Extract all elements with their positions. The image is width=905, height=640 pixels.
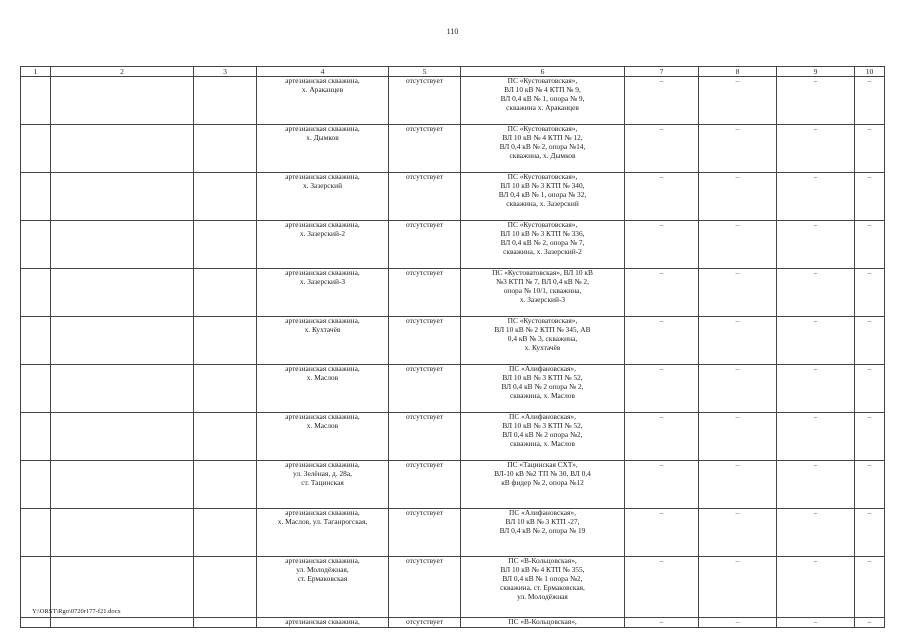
cell-col-6: ПС «В-Кольцовская», ВЛ 10 кВ № 4 КТП № 355, ВЛ 0,4 кВ № 1 опора №2, скважина, ст. Ермаковская, ул. Молодёжная xyxy=(461,557,625,618)
cell-col-10: – xyxy=(855,618,885,628)
cell-col-1 xyxy=(21,173,51,221)
cell-col-5: отсутствует xyxy=(389,365,461,413)
column-header: 8 xyxy=(699,67,777,77)
cell-col-8: – xyxy=(699,317,777,365)
cell-col-1 xyxy=(21,317,51,365)
document-table xyxy=(20,66,885,628)
cell-col-10: – xyxy=(855,557,885,618)
cell-col-1 xyxy=(21,618,51,628)
cell-col-4: артезианская скважина, х. Дымков xyxy=(257,125,389,173)
cell-col-5: отсутствует xyxy=(389,317,461,365)
cell-col-5: отсутствует xyxy=(389,269,461,317)
cell-col-1 xyxy=(21,77,51,125)
cell-col-10: – xyxy=(855,77,885,125)
cell-col-4: артезианская скважина, х. Зазерский-3 xyxy=(257,269,389,317)
cell-col-2 xyxy=(51,461,194,509)
table-row xyxy=(21,317,885,365)
table-row xyxy=(21,557,885,618)
cell-col-7: – xyxy=(625,618,699,628)
cell-col-10: – xyxy=(855,365,885,413)
cell-col-10: – xyxy=(855,125,885,173)
cell-col-8: – xyxy=(699,557,777,618)
cell-col-6: ПС «Кустоватовская», ВЛ 10 кВ № 4 КТП № 9, ВЛ 0,4 кВ № 1, опора № 9, скважина х. Араканцев xyxy=(461,77,625,125)
cell-col-8: – xyxy=(699,173,777,221)
cell-col-2 xyxy=(51,317,194,365)
cell-col-3 xyxy=(194,125,257,173)
cell-col-10: – xyxy=(855,413,885,461)
cell-col-6: ПС «Кустоватовская», ВЛ 10 кВ №3 КТП № 7, ВЛ 0,4 кВ № 2, опора № 10/1, скважина, х. Зазерский-3 xyxy=(461,269,625,317)
cell-col-6: ПС «Тацинская СХТ», ВЛ-10 кВ №2 ТП № 30, ВЛ 0,4 кВ фидер № 2, опора №12 xyxy=(461,461,625,509)
table-row xyxy=(21,173,885,221)
cell-col-7: – xyxy=(625,173,699,221)
cell-col-3 xyxy=(194,618,257,628)
cell-col-5: отсутствует xyxy=(389,461,461,509)
column-header: 3 xyxy=(194,67,257,77)
cell-col-3 xyxy=(194,557,257,618)
cell-col-10: – xyxy=(855,173,885,221)
cell-col-6: ПС «Кустоватовская», ВЛ 10 кВ № 3 КТП № 336, ВЛ 0,4 кВ № 2, опора № 7, скважина, х. Зазерский-2 xyxy=(461,221,625,269)
cell-col-3 xyxy=(194,509,257,557)
column-header: 1 xyxy=(21,67,51,77)
cell-col-5: отсутствует xyxy=(389,221,461,269)
cell-col-5: отсутствует xyxy=(389,618,461,628)
cell-col-4: артезианская скважина, х. Зазерский-2 xyxy=(257,221,389,269)
cell-col-9: – xyxy=(777,317,855,365)
cell-col-3 xyxy=(194,77,257,125)
table-row xyxy=(21,125,885,173)
cell-col-1 xyxy=(21,509,51,557)
cell-col-4: артезианская скважина, х. Зазерский xyxy=(257,173,389,221)
table-row xyxy=(21,365,885,413)
cell-col-2 xyxy=(51,125,194,173)
cell-col-2 xyxy=(51,221,194,269)
table-row xyxy=(21,461,885,509)
table-row xyxy=(21,413,885,461)
cell-col-2 xyxy=(51,618,194,628)
table-row xyxy=(21,221,885,269)
column-header: 5 xyxy=(389,67,461,77)
cell-col-5: отсутствует xyxy=(389,509,461,557)
cell-col-10: – xyxy=(855,269,885,317)
cell-col-4: артезианская скважина, xyxy=(257,618,389,628)
cell-col-6: ПС «Алифановская», ВЛ 10 кВ № 3 КТП -27, ВЛ 0,4 кВ № 2, опора № 19 xyxy=(461,509,625,557)
cell-col-9: – xyxy=(777,221,855,269)
page-number: 110 xyxy=(446,27,459,36)
cell-col-1 xyxy=(21,413,51,461)
cell-col-6: ПС «Алифановская», ВЛ 10 кВ № 3 КТП № 52, ВЛ 0,4 кВ № 2 опора № 2, скважина, х. Маслов xyxy=(461,365,625,413)
header-row xyxy=(21,67,885,77)
cell-col-1 xyxy=(21,365,51,413)
cell-col-7: – xyxy=(625,557,699,618)
cell-col-7: – xyxy=(625,413,699,461)
cell-col-2 xyxy=(51,77,194,125)
cell-col-7: – xyxy=(625,509,699,557)
cell-col-10: – xyxy=(855,221,885,269)
cell-col-4: артезианская скважина, х. Араканцев xyxy=(257,77,389,125)
cell-col-4: артезианская скважина, ул. Молодёжная, ст. Ермаковская xyxy=(257,557,389,618)
column-header: 9 xyxy=(777,67,855,77)
cell-col-6: ПС «Кустоватовская», ВЛ 10 кВ № 4 КТП № 12, ВЛ 0,4 кВ № 2, опора №14, скважина, х. Дымков xyxy=(461,125,625,173)
cell-col-8: – xyxy=(699,365,777,413)
cell-col-10: – xyxy=(855,317,885,365)
cell-col-5: отсутствует xyxy=(389,557,461,618)
cell-col-8: – xyxy=(699,125,777,173)
cell-col-9: – xyxy=(777,618,855,628)
cell-col-2 xyxy=(51,173,194,221)
cell-col-6: ПС «Алифановская», ВЛ 10 кВ № 3 КТП № 52, ВЛ 0,4 кВ № 2 опора №2, скважина, х. Маслов xyxy=(461,413,625,461)
column-header: 4 xyxy=(257,67,389,77)
cell-col-1 xyxy=(21,125,51,173)
cell-col-7: – xyxy=(625,365,699,413)
cell-col-7: – xyxy=(625,125,699,173)
column-header: 10 xyxy=(855,67,885,77)
table-row xyxy=(21,77,885,125)
cell-col-5: отсутствует xyxy=(389,413,461,461)
cell-col-8: – xyxy=(699,509,777,557)
cell-col-5: отсутствует xyxy=(389,173,461,221)
cell-col-8: – xyxy=(699,461,777,509)
footer-file-path: Y:\ORST\Rgo\0720r177-f21.docx xyxy=(32,608,121,615)
table-row xyxy=(21,618,885,628)
cell-col-6: ПС «Кустоватовская», ВЛ 10 кВ № 2 КТП № 345, АВ 0,4 кВ № 3, скважина, х. Кухтачёв xyxy=(461,317,625,365)
cell-col-2 xyxy=(51,365,194,413)
table-row xyxy=(21,269,885,317)
cell-col-7: – xyxy=(625,269,699,317)
cell-col-4: артезианская скважина, ул. Зелёная, д. 28а, ст. Тацинская xyxy=(257,461,389,509)
cell-col-7: – xyxy=(625,317,699,365)
cell-col-3 xyxy=(194,461,257,509)
cell-col-2 xyxy=(51,269,194,317)
cell-col-3 xyxy=(194,221,257,269)
cell-col-1 xyxy=(21,269,51,317)
cell-col-3 xyxy=(194,413,257,461)
cell-col-2 xyxy=(51,509,194,557)
cell-col-10: – xyxy=(855,509,885,557)
cell-col-9: – xyxy=(777,365,855,413)
cell-col-6: ПС «Кустоватовская», ВЛ 10 кВ № 3 КТП № 340, ВЛ 0,4 кВ № 1, опора № 32, скважина, х. Зазерский xyxy=(461,173,625,221)
column-header: 7 xyxy=(625,67,699,77)
cell-col-5: отсутствует xyxy=(389,77,461,125)
column-header: 6 xyxy=(461,67,625,77)
cell-col-8: – xyxy=(699,77,777,125)
cell-col-4: артезианская скважина, х. Маслов xyxy=(257,365,389,413)
cell-col-9: – xyxy=(777,125,855,173)
cell-col-4: артезианская скважина, х. Маслов, ул. Таганрогская, xyxy=(257,509,389,557)
cell-col-1 xyxy=(21,221,51,269)
cell-col-3 xyxy=(194,173,257,221)
cell-col-8: – xyxy=(699,269,777,317)
cell-col-7: – xyxy=(625,461,699,509)
cell-col-3 xyxy=(194,365,257,413)
cell-col-9: – xyxy=(777,269,855,317)
cell-col-8: – xyxy=(699,221,777,269)
cell-col-9: – xyxy=(777,413,855,461)
cell-col-3 xyxy=(194,317,257,365)
cell-col-6: ПС «В-Кольцовская», xyxy=(461,618,625,628)
table-body xyxy=(21,77,885,628)
cell-col-1 xyxy=(21,461,51,509)
cell-col-7: – xyxy=(625,221,699,269)
table-row xyxy=(21,509,885,557)
cell-col-8: – xyxy=(699,413,777,461)
cell-col-8: – xyxy=(699,618,777,628)
cell-col-9: – xyxy=(777,461,855,509)
cell-col-3 xyxy=(194,269,257,317)
column-header: 2 xyxy=(51,67,194,77)
cell-col-9: – xyxy=(777,509,855,557)
cell-col-4: артезианская скважина, х. Кухтачёв xyxy=(257,317,389,365)
cell-col-5: отсутствует xyxy=(389,125,461,173)
cell-col-10: – xyxy=(855,461,885,509)
cell-col-7: – xyxy=(625,77,699,125)
cell-col-4: артезианская скважина, х. Маслов xyxy=(257,413,389,461)
cell-col-2 xyxy=(51,413,194,461)
cell-col-9: – xyxy=(777,77,855,125)
cell-col-9: – xyxy=(777,557,855,618)
cell-col-9: – xyxy=(777,173,855,221)
